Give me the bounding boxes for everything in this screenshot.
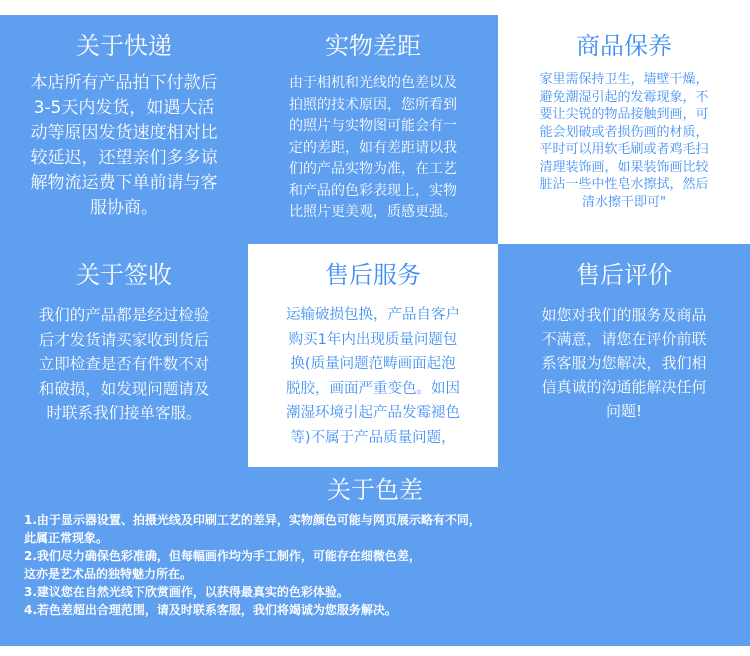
text-line: 信真诚的沟通能解决任何 — [541, 378, 707, 396]
text-line: 清理装饰画，如果装饰画比较 — [539, 159, 709, 175]
note-line: 3.建议您在自然光线下欣赏画作，以获得最真实的色彩体验。 — [24, 585, 349, 599]
text-line: 我们的产品都是经过检验 — [38, 306, 210, 324]
note-line: 这亦是艺术品的独特魅力所在。 — [24, 567, 193, 581]
review-section — [498, 244, 750, 467]
note-line: 2.我们尽力确保色彩准确，但每幅画作均为手工制作，可能存在细微色差， — [24, 549, 421, 563]
text-line: 立即检查是否有件数不对 — [38, 355, 210, 373]
text-line: 定的差距，如有差距请以我 — [289, 139, 457, 156]
after-sales-text — [266, 303, 480, 450]
text-line: 解物流运费下单前请与客 — [30, 173, 218, 193]
text-line: 较延迟，还望亲们多多谅 — [30, 148, 218, 168]
text-line: 问题! — [605, 402, 642, 420]
note-line: 4.若色差超出合理范围，请及时联系客服，我们将竭诚为您服务解决。 — [24, 603, 397, 617]
text-line: 购买1年内出现质量问题包 — [288, 331, 458, 348]
text-line: 后才发货请买家收到货后 — [38, 330, 210, 349]
shipping-text — [14, 71, 234, 221]
text-line: 如您对我们的服务及商品 — [541, 306, 707, 324]
receipt-title: 关于签收 — [76, 261, 172, 289]
difference-section — [248, 15, 498, 244]
receipt-section — [0, 244, 248, 467]
maintenance-title: 商品保养 — [576, 32, 672, 60]
difference-title: 实物差距 — [325, 32, 421, 60]
text-line: 时联系我们接单客服。 — [46, 404, 202, 422]
text-line: 运输破损包换，产品自客户 — [286, 307, 460, 323]
note-line: 此属正常现象。 — [24, 531, 109, 545]
text-line: 脏沾一些中性皂水擦拭，然后 — [539, 177, 709, 192]
text-line: 家里需保持卫生，墙壁干燥， — [539, 72, 709, 87]
text-line: 等)不属于产品质量问题， — [290, 429, 456, 446]
text-line: 拍照的技术原因，您所看到 — [289, 96, 457, 113]
text-line: 清水擦干即可" — [582, 194, 666, 210]
maintenance-section — [498, 15, 750, 244]
text-line: 和破损，如发现问题请及 — [38, 379, 210, 398]
text-line: 的照片与实物图可能会有一 — [289, 118, 457, 134]
text-line: 本店所有产品拍下付款后 — [30, 73, 218, 93]
text-line: 和产品的色彩表现上，实物 — [289, 182, 457, 199]
review-text — [518, 303, 730, 423]
after-sales-section — [248, 244, 498, 467]
text-line: 系客服为您解决，我们相 — [541, 354, 707, 372]
text-line: 脱胶，画面严重变色。如因 — [286, 380, 460, 397]
color-difference-notes — [24, 511, 724, 619]
text-line: 换(质量问题范畴画面起泡 — [290, 356, 456, 372]
text-line: 动等原因发货速度相对比 — [30, 123, 218, 143]
text-line: 避免潮湿引起的发霉现象，不 — [539, 89, 709, 105]
after-sales-title: 售后服务 — [325, 261, 421, 289]
receipt-text — [18, 303, 230, 426]
text-line: 们的产品实物为准，在工艺 — [289, 161, 457, 177]
info-grid — [0, 15, 750, 467]
color-difference-section — [0, 467, 750, 646]
shipping-title: 关于快递 — [76, 32, 172, 60]
maintenance-text — [516, 71, 732, 211]
text-line: 能会划破或者损伤画的材质， — [539, 124, 709, 140]
shipping-section — [0, 15, 248, 244]
text-line: 3-5天内发货，如遇大活 — [33, 98, 215, 118]
difference-text — [270, 73, 476, 224]
text-line: 比照片更美观，质感更强。 — [289, 204, 457, 220]
note-line: 1.由于显示器设置、拍摄光线及印刷工艺的差异，实物颜色可能与网页展示略有不同， — [24, 513, 481, 527]
text-line: 不满意，请您在评价前联 — [541, 330, 707, 348]
text-line: 由于相机和光线的色差以及 — [289, 75, 457, 91]
text-line: 要让尖锐的物品接触到画，可 — [539, 107, 709, 122]
text-line: 服协商。 — [90, 198, 158, 218]
review-title: 售后评价 — [576, 261, 672, 289]
text-line: 潮湿环境引起产品发霉褪色 — [286, 405, 460, 421]
color-difference-title: 关于色差 — [327, 476, 423, 504]
text-line: 平时可以用软毛刷或者鸡毛扫 — [539, 142, 709, 157]
